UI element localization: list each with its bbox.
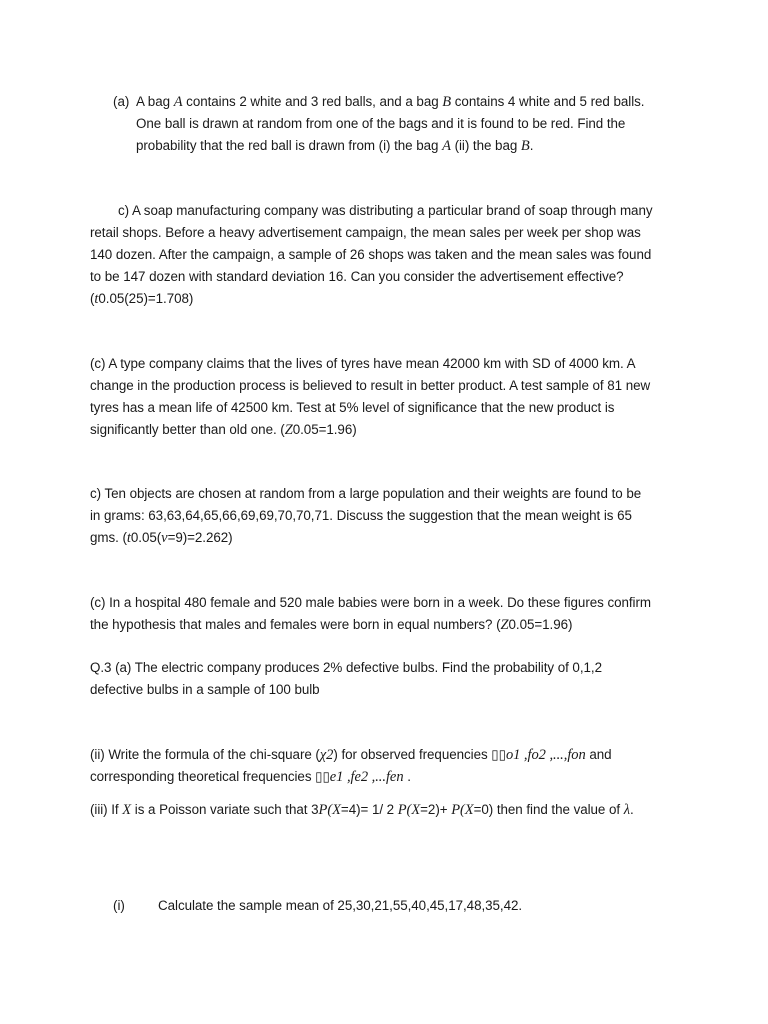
text-run: ) for observed frequencies ▯▯ — [333, 747, 506, 762]
text-run: the hypothesis that males and females were born in equal numbers? ( — [90, 617, 501, 632]
math-var: χ2 — [319, 747, 334, 763]
math-var: A — [173, 94, 183, 110]
question-line: change in the production process is believed to result in better product. A test sample of 81 new — [90, 378, 651, 393]
text-run: =0) then find the value of — [473, 802, 624, 817]
question-line: One ball is drawn at random from one of the bags and it is found to be red. Find the — [136, 116, 626, 131]
text-run: =2)+ — [420, 802, 452, 817]
math-var: P(X — [397, 802, 421, 818]
question-line — [90, 527, 233, 549]
text-run: is a Poisson variate such that 3 — [131, 802, 319, 817]
text-run: (iii) If — [90, 802, 123, 817]
math-var: e1 ,fe2 ,...fen — [329, 769, 404, 785]
question-line: defective bulbs in a sample of 100 bulb — [90, 682, 320, 697]
math-var: v — [161, 530, 168, 546]
question-line: 140 dozen. After the campaign, a sample of 26 shops was taken and the mean sales was found — [90, 247, 652, 262]
math-var: P(X — [451, 802, 474, 818]
math-var: A — [442, 138, 451, 154]
question-line — [90, 419, 357, 441]
text-run: . — [629, 802, 634, 817]
text-run: gms. ( — [90, 530, 127, 545]
text-run: 0.05=1.96) — [292, 422, 357, 437]
text-run: ( — [90, 291, 95, 306]
text-run: =9)=2.262) — [167, 530, 233, 545]
question-line — [90, 744, 612, 766]
question-line: to be 147 dozen with standard deviation 16. Can you consider the advertisement effective? — [90, 269, 624, 284]
text-run: probability that the red ball is drawn from (i) the bag — [136, 138, 443, 153]
math-var: t — [94, 291, 99, 307]
text-run: 0.05(25)=1.708) — [98, 291, 194, 306]
text-run: (ii) the bag — [450, 138, 521, 153]
question-line: Calculate the sample mean of 25,30,21,55,40,45,17,48,35,42. — [158, 898, 523, 913]
text-run: corresponding theoretical frequencies ▯▯ — [90, 769, 330, 784]
text-run: contains 2 white and 3 red balls, and a bag — [182, 94, 443, 109]
question-line: retail shops. Before a heavy advertisement campaign, the mean sales per week per shop was — [90, 225, 641, 240]
math-var: Z — [284, 422, 293, 438]
math-var: Z — [500, 617, 509, 633]
question-line: Q.3 (a) The electric company produces 2% defective bulbs. Find the probability of 0,1,2 — [90, 660, 602, 675]
math-var: t — [126, 530, 131, 546]
question-line: tyres has a mean life of 42500 km. Test at 5% level of significance that the new product is — [90, 400, 615, 415]
text-run: (ii) Write the formula of the chi-square ( — [90, 747, 320, 762]
text-run: 0.05( — [130, 530, 162, 545]
question-line — [90, 799, 634, 821]
text-run: significantly better than old one. ( — [90, 422, 285, 437]
math-var: B — [520, 138, 530, 154]
text-run: 0.05=1.96) — [508, 617, 573, 632]
text-run: contains 4 white and 5 red balls. — [451, 94, 645, 109]
question-label: (a) — [113, 94, 130, 109]
question-line — [90, 614, 572, 636]
text-run: and — [585, 747, 612, 762]
question-line — [136, 135, 533, 157]
question-line — [90, 766, 411, 788]
math-var: P(X — [318, 802, 341, 818]
text-run: A bag — [136, 94, 174, 109]
question-line: c) Ten objects are chosen at random from a large population and their weights are found to be — [90, 486, 642, 501]
text-run: . — [529, 138, 534, 153]
text-run: =4)= 1/ 2 — [340, 802, 398, 817]
question-line: (c) In a hospital 480 female and 520 male babies were born in a week. Do these figures confirm — [90, 595, 651, 610]
question-line — [90, 288, 193, 310]
math-var: o1 ,fo2 ,...,fon — [505, 747, 586, 763]
question-line — [136, 91, 644, 113]
question-line: in grams: 63,63,64,65,66,69,69,70,70,71. Discuss the suggestion that the mean weight is 65 — [90, 508, 632, 523]
question-label: (i) — [113, 898, 125, 913]
question-line: c) A soap manufacturing company was distributing a particular brand of soap through many — [118, 203, 653, 218]
math-var: λ — [623, 802, 630, 818]
math-var: B — [442, 94, 452, 110]
text-run: . — [403, 769, 411, 784]
question-line: (c) A type company claims that the lives of tyres have mean 42000 km with SD of 4000 km. A — [90, 356, 636, 371]
math-var: X — [122, 802, 132, 818]
